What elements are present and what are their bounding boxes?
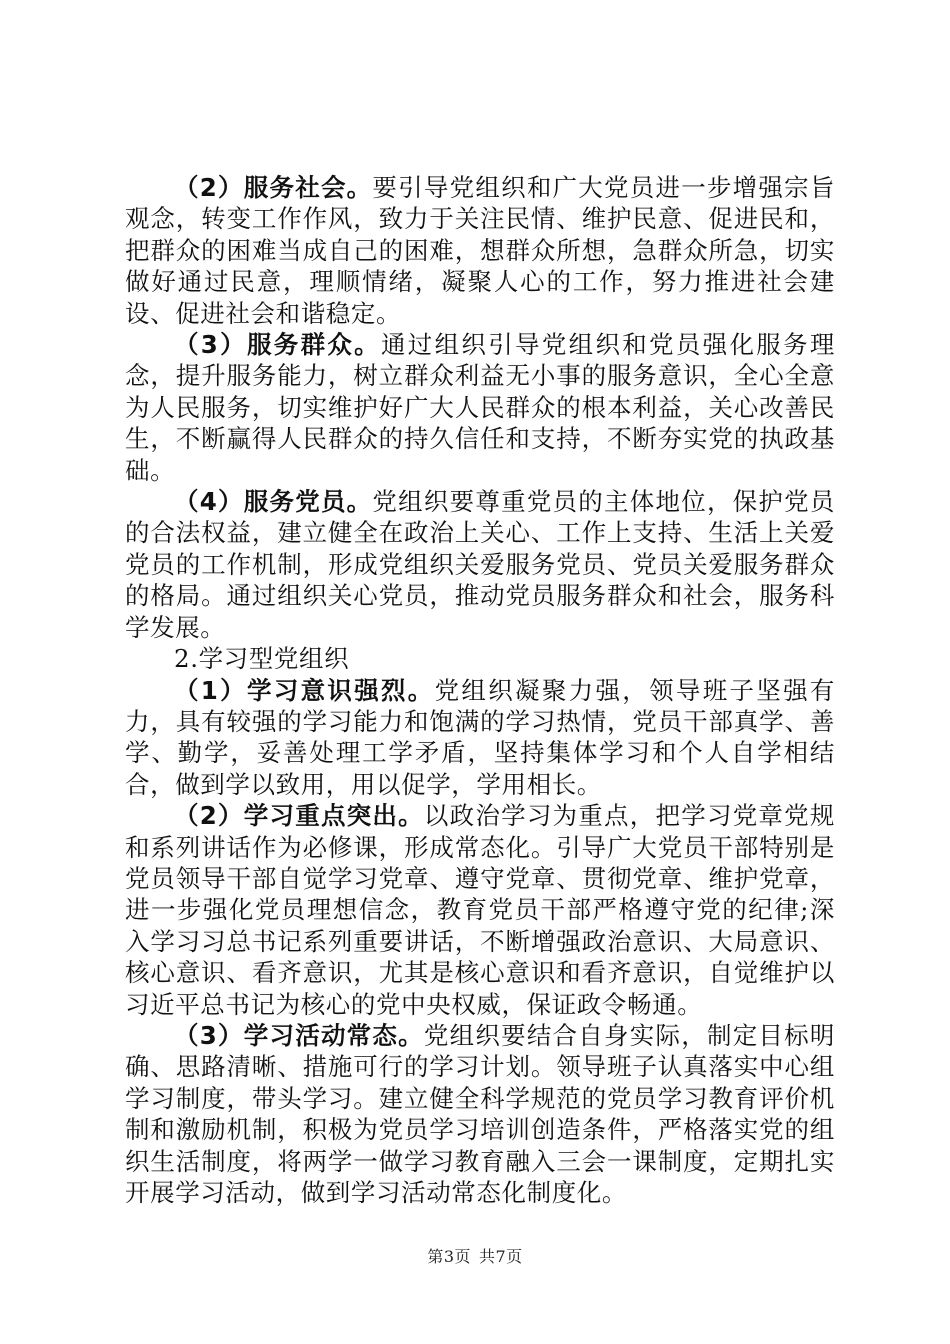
paragraph-text: 党组织要尊重党员的主体地位，保护党员的合法权益，建立健全在政治上关心、工作上支持、生活上关爱党员的工作机制，形成党组织关爱服务党员、党员关爱服务群众的格局。通过组织关心党员，推动党员服务群众和社会，服务科学发展。 xyxy=(125,487,835,642)
paragraph-text: 党组织凝聚力强，领导班子坚强有力，具有较强的学习能力和饱满的学习热情，党员干部真学、善学、勤学，妥善处理工学矛盾，坚持集体学习和个人自学相结合，做到学以致用，用以促学，学用相长。 xyxy=(125,675,836,799)
section-heading: 2.学习型党组织 xyxy=(174,644,350,674)
paragraph-serve-society xyxy=(125,172,835,329)
paragraph-serve-masses xyxy=(125,329,835,486)
paragraph-lead: （2）服务社会。 xyxy=(174,173,373,202)
paragraph-lead: （4）服务党员。 xyxy=(174,487,373,517)
paragraph-study-focus xyxy=(125,800,835,1020)
paragraph-study-awareness xyxy=(125,675,835,801)
paragraph-lead: （3）服务群众。 xyxy=(174,330,381,360)
paragraph-text: 以政治学习为重点，把学习党章党规和系列讲话作为必修课，形成常态化。引导广大党员干部特别是党员领导干部自觉学习党章、遵守党章、贯彻党章、维护党章，进一步强化党员理想信念，教育党员干部严格遵守党的纪律;深入学习习总书记系列重要讲话，不断增强政治意识、大局意识、核心意识、看齐意识，尤其是核心意识和看齐意识，自觉维护以习近平总书记为核心的党中央权威，保证政令畅通。 xyxy=(125,801,835,1019)
paragraph-lead: （3）学习活动常态。 xyxy=(174,1020,424,1050)
page-number: 第3页 xyxy=(427,1247,471,1266)
paragraph-text: 党组织要结合自身实际，制定目标明确、思路清晰、措施可行的学习计划。领导班子认真落实中心组学习制度，带头学习。建立健全科学规范的党员学习教育评价机制和激励机制，积极为党员学习培训创造条件，严格落实党的组织生活制度，将两学一做学习教育融入三会一课制度，定期扎实开展学习活动，做到学习活动常态化制度化。 xyxy=(125,1020,835,1207)
paragraph-text: 要引导党组织和广大党员进一步增强宗旨观念，转变工作作风，致力于关注民情、维护民意、促进民和，把群众的困难当成自己的困难，想群众所想，急群众所急，切实做好通过民意，理顺情绪，凝聚人心的工作，努力推进社会建设、促进社会和谐稳定。 xyxy=(125,173,835,328)
paragraph-serve-members xyxy=(125,486,835,643)
paragraph-study-activities xyxy=(125,1020,835,1208)
paragraph-text: 通过组织引导党组织和党员强化服务理念，提升服务能力，树立群众利益无小事的服务意识，全心全意为人民服务，切实维护好广大人民群众的根本利益，关心改善民生，不断赢得人民群众的持久信任和支持，不断夯实党的执政基础。 xyxy=(125,330,835,485)
paragraph-lead: （2）学习重点突出。 xyxy=(174,801,424,831)
document-body xyxy=(125,172,835,1208)
page-total: 共7页 xyxy=(479,1247,523,1266)
paragraph-lead: （1）学习意识强烈。 xyxy=(174,675,435,705)
page-footer xyxy=(0,1244,950,1267)
